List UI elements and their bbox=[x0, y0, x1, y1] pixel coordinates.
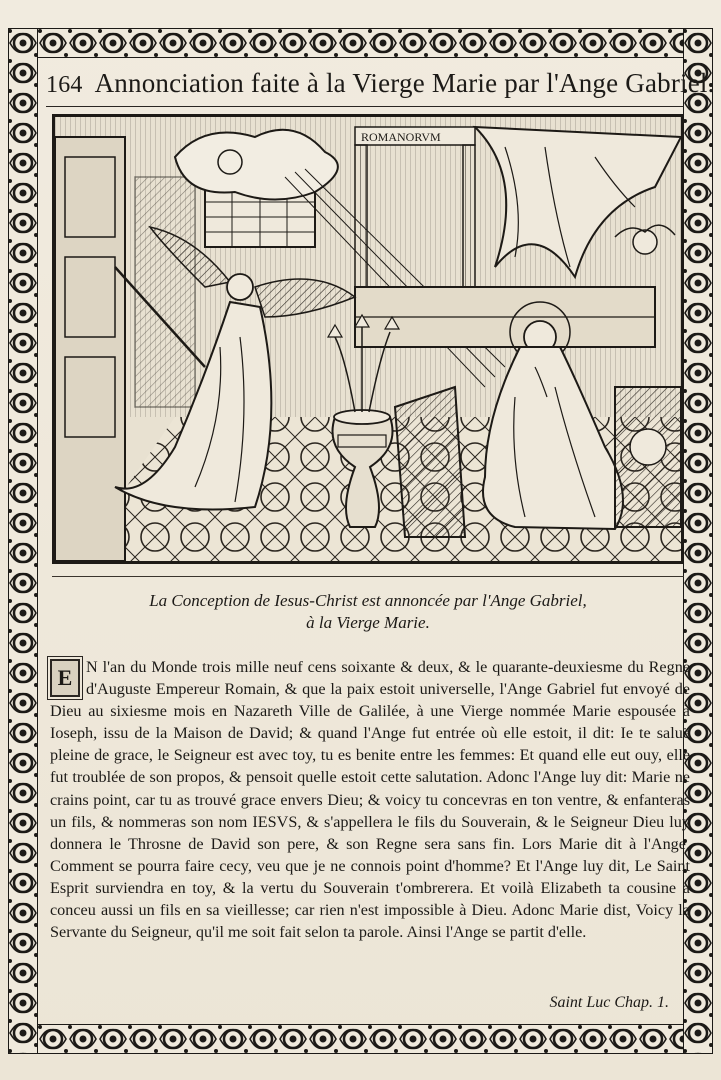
running-head bbox=[46, 68, 715, 99]
scripture-reference: Saint Luc Chap. 1. bbox=[549, 994, 669, 1011]
decorated-initial: E bbox=[50, 659, 80, 697]
canopy-banner-text: ROMANORVM bbox=[361, 130, 441, 144]
ornamental-border-top bbox=[8, 28, 713, 58]
body-paragraph bbox=[50, 656, 690, 943]
header-rule bbox=[46, 106, 684, 107]
annunciation-woodcut bbox=[52, 114, 684, 564]
page-number: 164 bbox=[46, 72, 83, 98]
caption-line-1: La Conception de Iesus-Christ est annoncée par l'Ange Gabriel, bbox=[149, 591, 587, 610]
page-title: Annonciation faite à la Vierge Marie par l'Ange Gabriel. bbox=[94, 68, 715, 98]
ornamental-border-left bbox=[8, 28, 38, 1054]
caption-line-2: à la Vierge Marie. bbox=[306, 613, 430, 632]
body-text: N l'an du Monde trois mille neuf cens soixante & deux, & le quarante-deuxiesme du Regne d'Auguste Empereur Romain, & que la paix estoit universelle, l'Ange Gabriel fut envoyé de Dieu au sixiesme mois en Nazareth Ville de Galilée, à une Vierge nommée Marie espousée à Ioseph, issu de la Maison de David; & quand l'Ange fut entrée où elle estoit, il dit: Ie te saluë pleine de grace, le Seigneur est avec toy, tu es benite entre les femmes: Et quand elle eut ouy, elle fut troublée de son propos, & pensoit quelle estoit cette salutation. Adonc l'Ange luy dit: Marie ne crains point, car tu as trouvé grace envers Dieu; & voicy tu concevras en ton ventre, & enfanteras un fils, & nommeras son nom IESVS, & s'appellera le fils du Souverain, & le Seigneur Dieu luy donnera le Throsne de David son pere, & son Regne sera sans fin. Lors Marie dit à l'Ange, Comment se pourra faire cecy, veu que je ne connois point d'homme? Et l'Ange luy dit, Le Saint Esprit surviendra en toy, & la vertu du Souverain t'ombrerera. Et voilà Elizabeth ta cousine a conceu aussi un fils en sa vieillesse; car rien n'est impossible à Dieu. Adonc Marie dist, Voicy la Servante du Seigneur, qu'il me soit fait selon ta parole. Ainsi l'Ange se partit d'elle. bbox=[50, 658, 690, 942]
illustration-caption bbox=[52, 590, 684, 634]
ornamental-border-bottom bbox=[8, 1024, 713, 1054]
caption-rule bbox=[52, 576, 684, 577]
